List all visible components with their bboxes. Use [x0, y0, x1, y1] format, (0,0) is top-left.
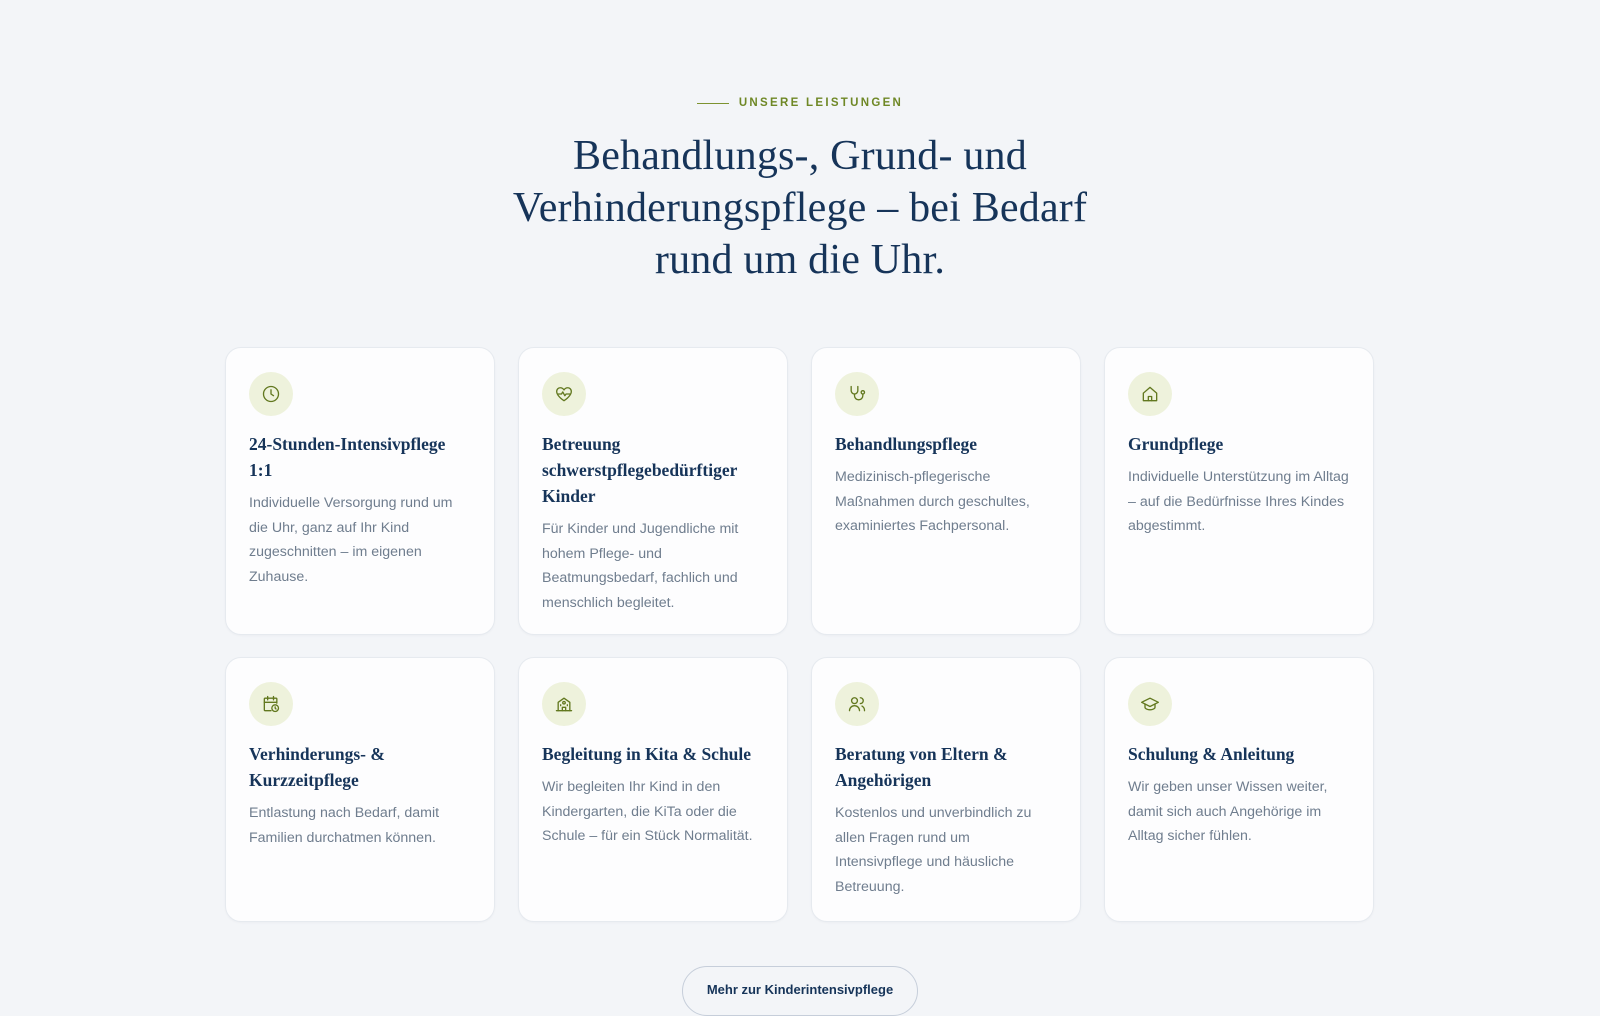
- service-description: Wir begleiten Ihr Kind in den Kindergarten, die KiTa oder die Schule – für ein Stück Normalität.: [542, 779, 753, 844]
- service-description: Individuelle Unterstützung im Alltag – auf die Bedürfnisse Ihres Kindes abgestimmt.: [1128, 469, 1349, 534]
- calendar-clock-icon: [249, 682, 293, 726]
- service-title: Behandlungspflege: [835, 434, 977, 454]
- service-card-respite-care: [225, 657, 495, 922]
- service-title: Schulung & Anleitung: [1128, 744, 1295, 764]
- users-icon: [835, 682, 879, 726]
- home-icon: [1128, 372, 1172, 416]
- service-title: 24-Stunden-Intensivpflege 1:1: [249, 434, 446, 480]
- service-description: Entlastung nach Bedarf, damit Familien durchatmen können.: [249, 805, 440, 846]
- eyebrow-divider: [697, 103, 729, 104]
- service-title: Verhinderungs- & Kurzzeitpflege: [249, 744, 385, 790]
- service-description: Wir geben unser Wissen weiter, damit sich auch Angehörige im Alltag sicher fühlen.: [1128, 779, 1328, 844]
- service-description: Kostenlos und unverbindlich zu allen Fragen rund um Intensivpflege und häusliche Betreuung.: [835, 805, 1032, 895]
- cta-container: [0, 966, 1600, 1016]
- service-title: Beratung von Eltern & Angehörigen: [835, 744, 1008, 790]
- heart-pulse-icon: [542, 372, 586, 416]
- service-description: Medizinisch-pflegerische Maßnahmen durch geschultes, examiniertes Fachpersonal.: [835, 469, 1030, 534]
- service-title: Betreuung schwerstpflegebedürftiger Kinder: [542, 434, 738, 506]
- section-eyebrow: [0, 97, 1600, 109]
- service-card-treatment-care: [811, 347, 1081, 635]
- service-card-kita-school: [518, 657, 788, 922]
- section-headline: Behandlungs-, Grund- und Verhinderungspflege – bei Bedarf rund um die Uhr.: [512, 133, 1088, 283]
- graduation-cap-icon: [1128, 682, 1172, 726]
- service-title: Grundpflege: [1128, 434, 1224, 454]
- school-icon: [542, 682, 586, 726]
- eyebrow-label: UNSERE LEISTUNGEN: [738, 97, 904, 109]
- services-grid: [225, 347, 1375, 922]
- stethoscope-icon: [835, 372, 879, 416]
- clock-icon: [249, 372, 293, 416]
- service-card-counseling: [811, 657, 1081, 922]
- service-description: Individuelle Versorgung rund um die Uhr, ganz auf Ihr Kind zugeschnitten – im eigenen Zuhause.: [249, 495, 453, 585]
- service-card-training: [1104, 657, 1374, 922]
- more-info-button[interactable]: Mehr zur Kinderintensivpflege: [682, 966, 918, 1016]
- service-description: Für Kinder und Jugendliche mit hohem Pflege- und Beatmungsbedarf, fachlich und menschlich begleitet.: [542, 521, 739, 611]
- service-title: Begleitung in Kita & Schule: [542, 744, 752, 764]
- service-card-intensive-care: [225, 347, 495, 635]
- service-card-basic-care: [1104, 347, 1374, 635]
- service-card-severe-care: [518, 347, 788, 635]
